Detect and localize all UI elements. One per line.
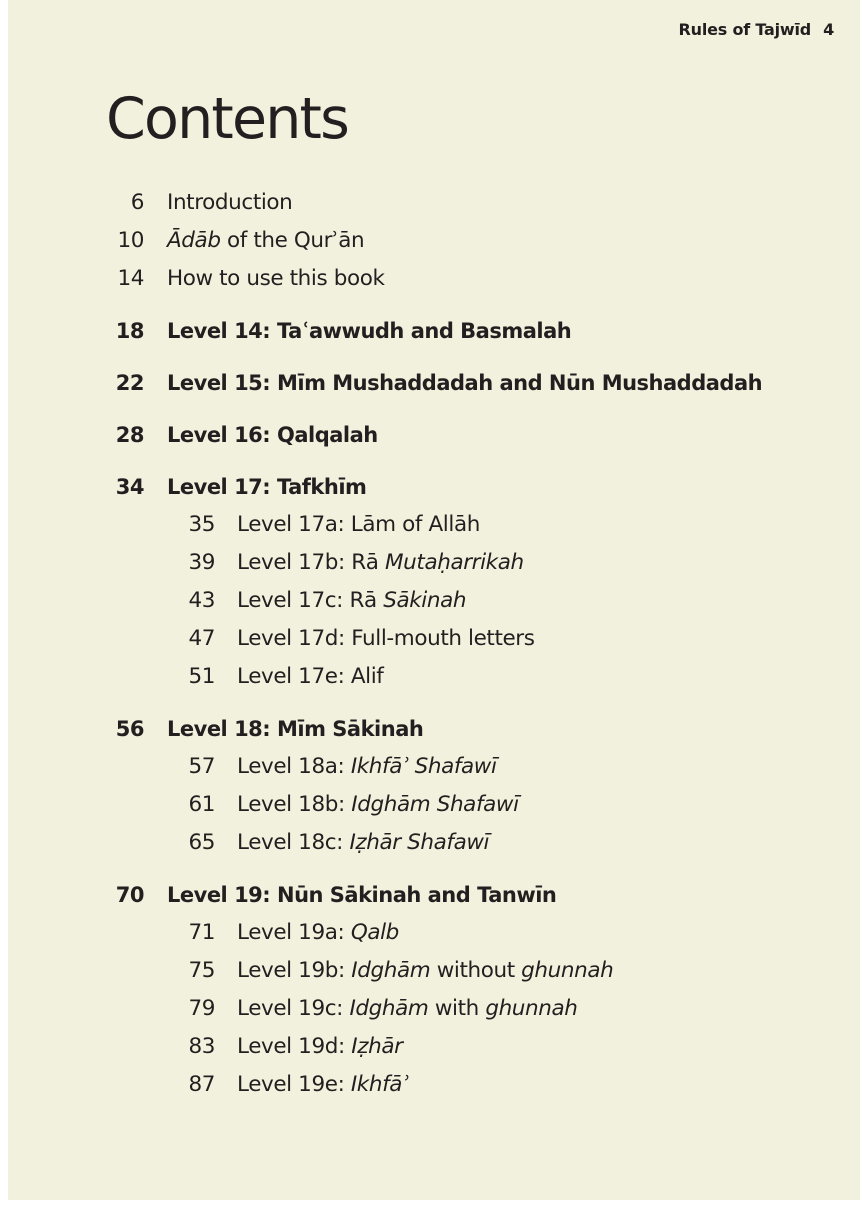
toc-subentry[interactable] [8, 824, 860, 862]
toc-page-number: 34 [115, 475, 144, 499]
toc-page-number: 22 [115, 371, 144, 395]
toc-entry[interactable] [8, 184, 860, 222]
toc-entry-title: Level 17a: Lām of Allāh [237, 512, 480, 537]
toc-entry-title: Level 17d: Full-mouth letters [237, 626, 535, 651]
toc-entry[interactable] [8, 260, 860, 298]
toc-page-number: 28 [115, 423, 144, 447]
toc-page-number: 10 [117, 228, 144, 253]
book-title: Rules of Tajwīd [678, 20, 812, 39]
toc-entry-title: Level 18a: Ikhfāʾ Shafawī [237, 754, 497, 779]
toc-entry-title: Level 17b: Rā Mutaḥarrikah [237, 550, 524, 575]
toc-page-number: 39 [188, 550, 215, 575]
toc-level-entry[interactable] [8, 312, 860, 350]
toc-entry-title: Level 15: Mīm Mushaddadah and Nūn Mushaddadah [167, 371, 763, 395]
toc-subentry[interactable] [8, 658, 860, 696]
toc-subentry[interactable] [8, 1066, 860, 1104]
toc-entry-title: Level 17: Tafkhīm [167, 475, 367, 499]
toc-subentry[interactable] [8, 1028, 860, 1066]
toc-entry-title: Level 19e: Ikhfāʾ [237, 1072, 409, 1097]
toc-page-number: 18 [115, 319, 144, 343]
toc-level-entry[interactable] [8, 416, 860, 454]
toc-subentry[interactable] [8, 786, 860, 824]
toc-page-number: 70 [115, 883, 144, 907]
toc-entry-title: Ādāb of the Qurʾān [167, 228, 365, 253]
toc-subentry[interactable] [8, 952, 860, 990]
toc-subentry[interactable] [8, 544, 860, 582]
toc-level-entry[interactable] [8, 468, 860, 506]
toc-subentry[interactable] [8, 914, 860, 952]
toc-level-entry[interactable] [8, 364, 860, 402]
toc-entry-title: Level 19d: Iẓhār [237, 1034, 403, 1059]
toc-page-number: 75 [188, 958, 215, 983]
toc-entry-title: Level 19: Nūn Sākinah and Tanwīn [167, 883, 557, 907]
toc-entry-title: How to use this book [167, 266, 385, 291]
toc-subentry[interactable] [8, 748, 860, 786]
toc-page-number: 51 [188, 664, 215, 689]
toc-entry-title: Level 18: Mīm Sākinah [167, 717, 424, 741]
toc-subentry[interactable] [8, 990, 860, 1028]
toc-page-number: 83 [188, 1034, 215, 1059]
toc-subentry[interactable] [8, 582, 860, 620]
toc-page-number: 43 [188, 588, 215, 613]
toc-level-entry[interactable] [8, 876, 860, 914]
toc-entry-title: Level 18b: Idghām Shafawī [237, 792, 519, 817]
toc-subentry[interactable] [8, 506, 860, 544]
toc-entry-title: Level 17c: Rā Sākinah [237, 588, 467, 613]
book-page [8, 0, 860, 1200]
toc-entry-title: Level 16: Qalqalah [167, 423, 378, 447]
running-header [679, 20, 834, 39]
toc-entry-title: Level 19c: Idghām with ghunnah [237, 996, 578, 1021]
toc-page-number: 56 [115, 717, 144, 741]
page-number: 4 [823, 20, 834, 39]
toc-page-number: 6 [130, 190, 144, 215]
toc-entry[interactable] [8, 222, 860, 260]
toc-page-number: 79 [188, 996, 215, 1021]
toc-entry-title: Level 19b: Idghām without ghunnah [237, 958, 614, 983]
toc-entry-title: Level 18c: Iẓhār Shafawī [237, 830, 490, 855]
toc-page-number: 65 [188, 830, 215, 855]
table-of-contents [8, 184, 860, 1104]
toc-page-number: 35 [188, 512, 215, 537]
toc-page-number: 71 [188, 920, 215, 945]
toc-page-number: 57 [188, 754, 215, 779]
toc-page-number: 47 [188, 626, 215, 651]
toc-entry-title: Level 17e: Alif [237, 664, 384, 689]
toc-level-entry[interactable] [8, 710, 860, 748]
page-title: Contents [106, 86, 348, 152]
toc-page-number: 87 [188, 1072, 215, 1097]
toc-page-number: 14 [117, 266, 144, 291]
toc-subentry[interactable] [8, 620, 860, 658]
toc-page-number: 61 [188, 792, 215, 817]
toc-entry-title: Level 19a: Qalb [237, 920, 399, 945]
toc-entry-title: Level 14: Taʿawwudh and Basmalah [167, 319, 572, 343]
toc-entry-title: Introduction [167, 190, 293, 215]
